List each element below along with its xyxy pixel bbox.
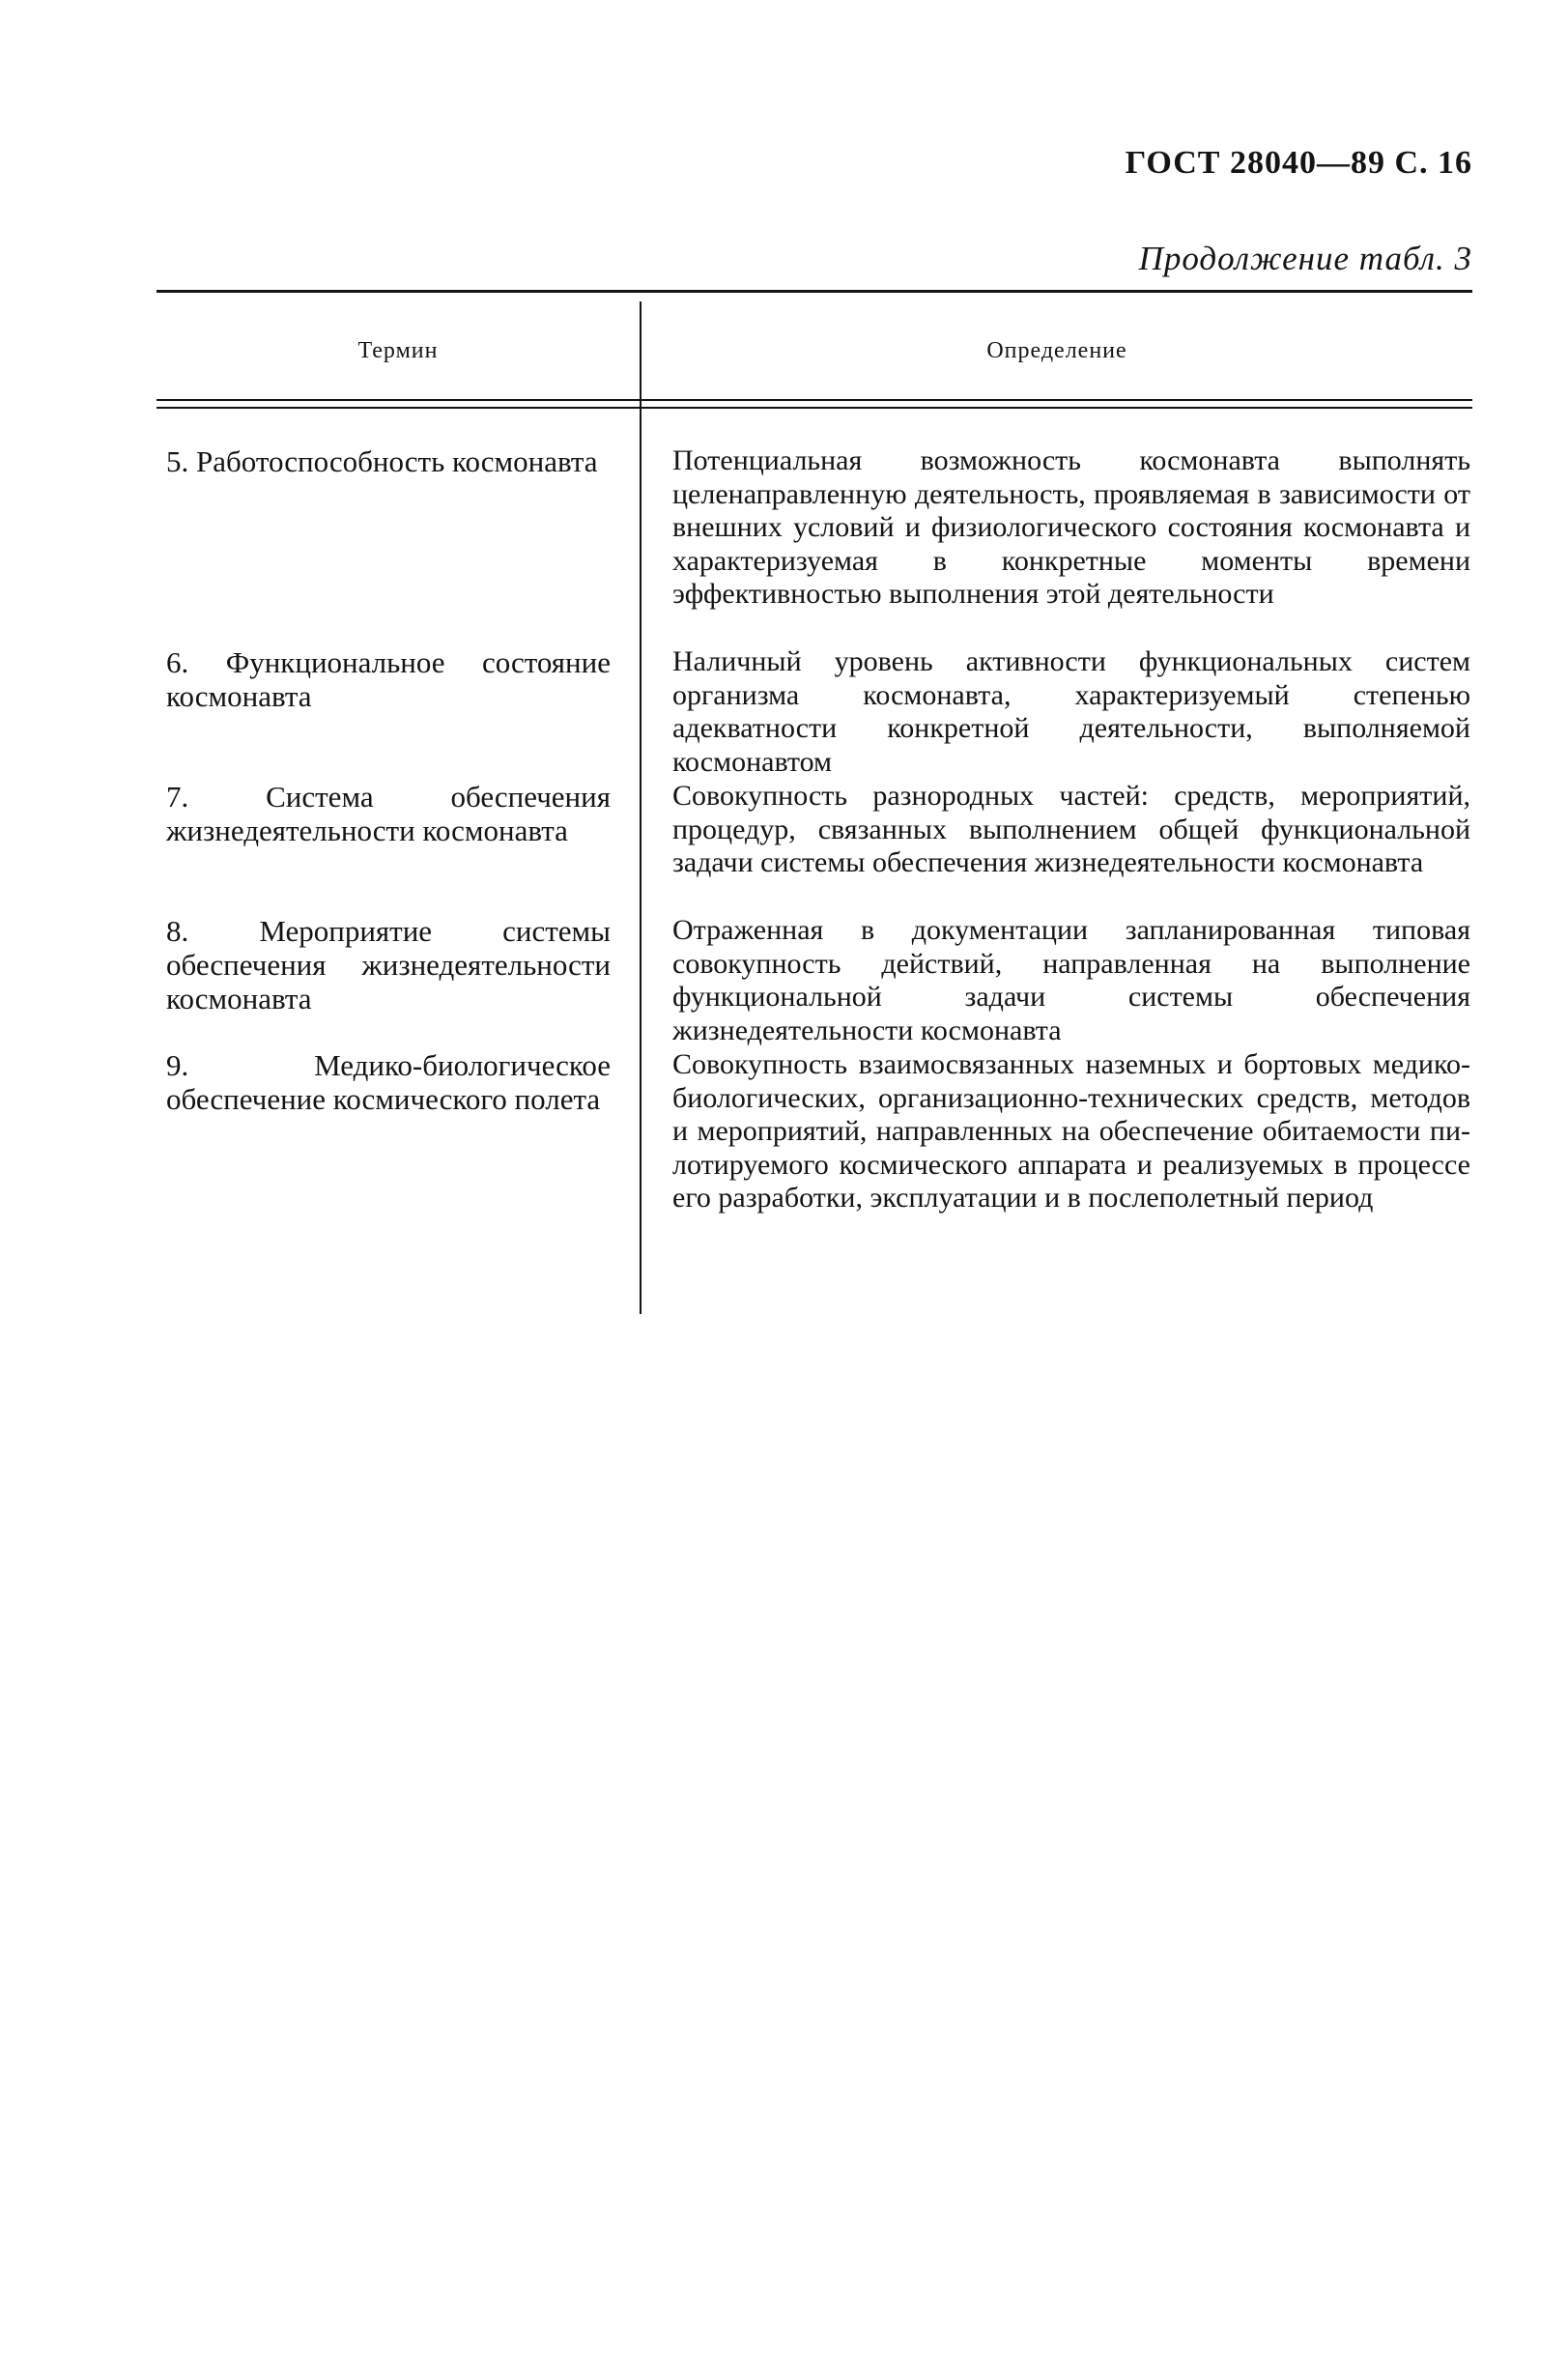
term-cell: 5. Работоспособность космонавта	[166, 444, 598, 478]
column-divider	[640, 301, 641, 1314]
definition-cell: Совокупность разнородных частей: средств, мероприятий, процедур, связанных выполнением общей функциональной задачи системы обеспечения жизнедеятельности космонавта	[672, 780, 1470, 878]
term-cell: 9. Медико-биологическое обеспечение космического полета	[166, 1048, 611, 1116]
table-continuation-label: Продолжение табл. 3	[1138, 240, 1472, 277]
term-cell: 7. Система обеспечения жизнедеятельности космонавта	[166, 780, 611, 847]
definition-cell: Отраженная в документации запланированная типовая совокупность действий, направленная на выполнение функциональной задачи системы обеспечения жизнедеятельности космонавта	[672, 914, 1470, 1046]
column-header-term: Термин	[357, 338, 439, 363]
table-top-rule	[157, 290, 1472, 293]
definition-cell: Потенциальная возможность космонавта выполнять целенаправленную деятельность, проявляемая в зависимости от внешних условий и физиологического состояния космонавта и характеризуемая в конкретные моменты времени эффективностью выполнения этой деятельности	[672, 444, 1470, 610]
document-reference: ГОСТ 28040—89 С. 16	[1125, 145, 1472, 181]
header-rule	[157, 399, 1472, 401]
definition-cell: Совокупность взаимосвязанных наземных и бортовых медико-биологических, организационно-технических средств, методов и мероприятий, направленных на обеспечение обитаемости пилотируемого космического аппарата и реализуемых в процессе его разработки, эксплуатации и в послеполетный период	[672, 1048, 1470, 1214]
term-cell: 8. Мероприятие системы обеспечения жизнедеятельности космонавта	[166, 914, 611, 1015]
header-rule	[157, 407, 1472, 409]
column-header-definition: Определение	[986, 338, 1127, 363]
term-cell: 6. Функциональное состояние космонавта	[166, 645, 611, 713]
definition-cell: Наличный уровень активности функциональных систем организма космонавта, характеризуемый степенью адекватности конкретной деятельности, выполняемой космонавтом	[672, 645, 1470, 778]
terms-table	[157, 290, 1472, 1314]
